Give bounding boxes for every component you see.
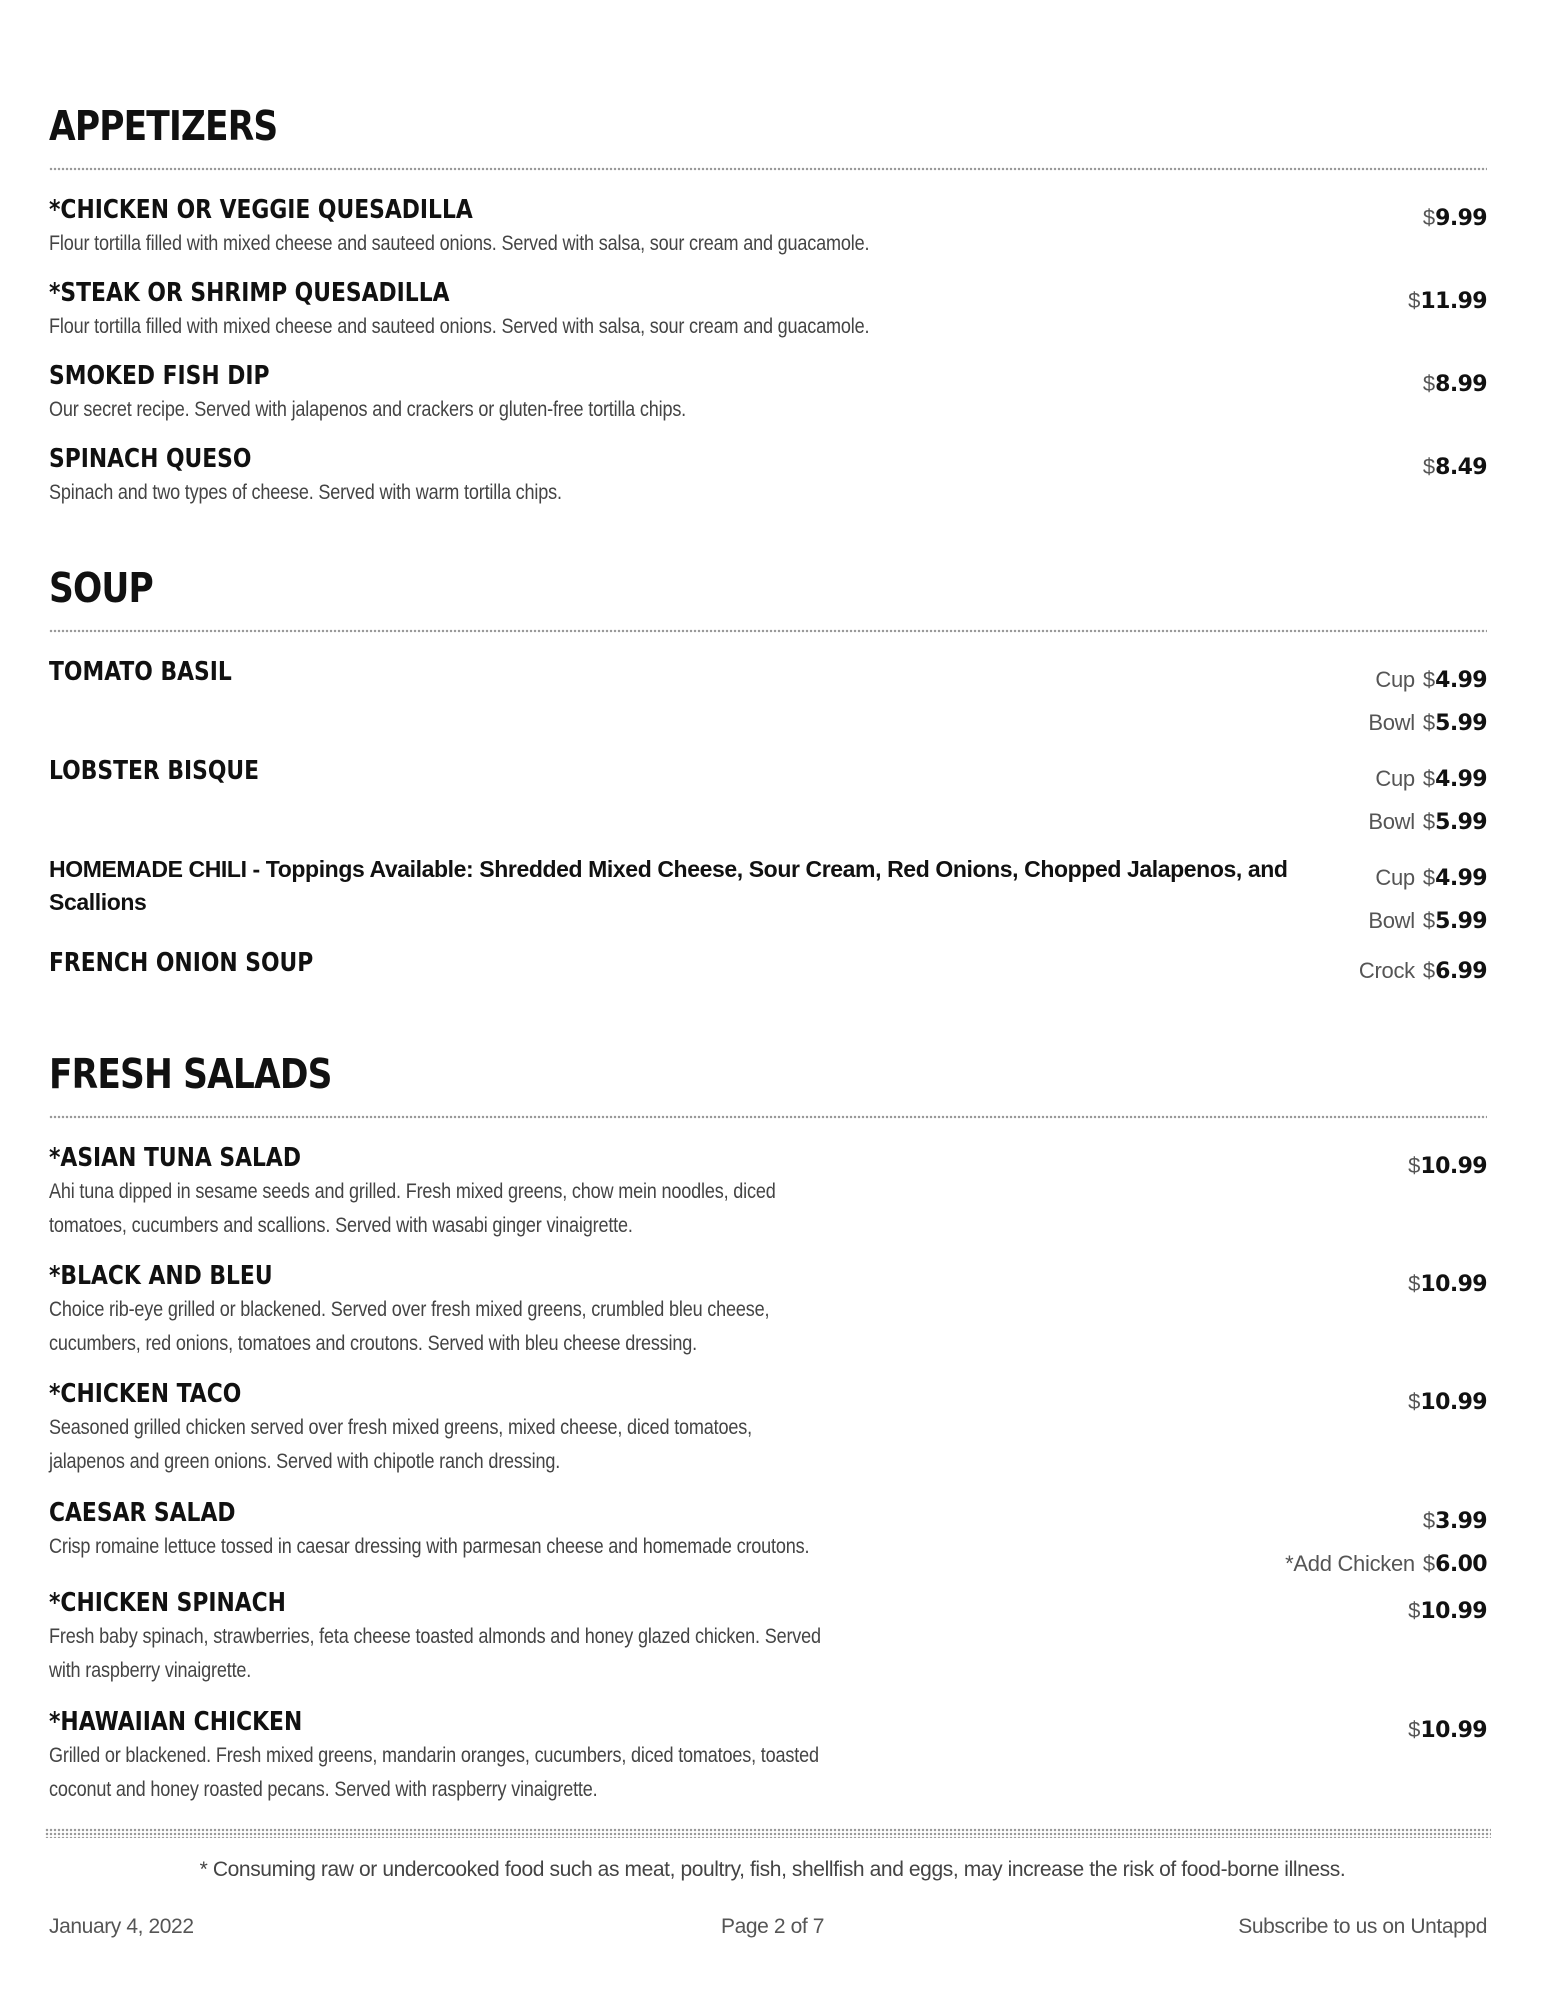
menu-item-prices — [1408, 1705, 1487, 1752]
menu-item — [49, 655, 1487, 745]
menu-item-info — [49, 442, 1423, 510]
menu-item-info — [49, 1259, 1408, 1361]
currency-symbol: $ — [1408, 1717, 1421, 1742]
price-row — [1408, 1145, 1487, 1188]
menu-item-name: *HAWAIIAN CHICKEN — [49, 1707, 303, 1737]
menu-item-description: Ahi tuna dipped in sesame seeds and grilled. Fresh mixed greens, chow mein noodles, diced — [49, 1180, 776, 1203]
currency-symbol: $ — [1408, 1153, 1421, 1178]
price-row — [1423, 197, 1487, 240]
menu-item-info — [49, 1496, 1285, 1564]
menu-item — [49, 193, 1487, 261]
price-amount: 6.99 — [1435, 959, 1487, 984]
menu-item-name: TOMATO BASIL — [49, 657, 232, 687]
price-amount: 4.99 — [1435, 767, 1487, 792]
menu-item-description: Flour tortilla filled with mixed cheese and sauteed onions. Served with salsa, sour cream and guacamole. — [49, 315, 870, 338]
section-divider — [49, 629, 1487, 633]
menu-item-description: Fresh baby spinach, strawberries, feta cheese toasted almonds and honey glazed chicken. Served — [49, 1625, 821, 1648]
menu-item-prices — [1423, 193, 1487, 240]
menu-item-prices — [1368, 853, 1487, 943]
price-size-label: Cup — [1375, 865, 1415, 890]
price-amount: 4.99 — [1435, 866, 1487, 891]
price-amount: 5.99 — [1435, 810, 1487, 835]
footer-divider — [45, 1828, 1491, 1838]
menu-item-name: *CHICKEN SPINACH — [49, 1588, 286, 1618]
price-amount: 10.99 — [1420, 1599, 1487, 1624]
menu-item-info — [49, 655, 1368, 689]
price-row — [1368, 801, 1487, 844]
currency-symbol: $ — [1408, 1271, 1421, 1296]
menu-item — [49, 1496, 1487, 1586]
price-size-label: *Add Chicken — [1285, 1551, 1415, 1576]
price-size-label: Cup — [1375, 667, 1415, 692]
price-row — [1423, 446, 1487, 489]
price-amount: 10.99 — [1420, 1390, 1487, 1415]
menu-item-prices — [1408, 276, 1487, 323]
price-row — [1368, 900, 1487, 943]
menu-item-description: coconut and honey roasted pecans. Served with raspberry vinaigrette. — [49, 1778, 598, 1801]
menu-item-prices — [1408, 1259, 1487, 1306]
price-amount: 10.99 — [1420, 1272, 1487, 1297]
menu-item-info — [49, 193, 1423, 261]
currency-symbol: $ — [1422, 371, 1436, 396]
menu-item — [49, 276, 1487, 344]
price-row — [1423, 363, 1487, 406]
menu-item-description: Choice rib-eye grilled or blackened. Served over fresh mixed greens, crumbled bleu cheese, — [49, 1298, 770, 1321]
section-title: APPETIZERS — [49, 102, 278, 150]
price-size-label: Bowl — [1368, 710, 1415, 735]
currency-symbol: $ — [1422, 205, 1436, 230]
menu-item — [49, 1377, 1487, 1479]
price-row — [1368, 659, 1487, 702]
menu-item-description: Seasoned grilled chicken served over fresh mixed greens, mixed cheese, diced tomatoes, — [49, 1416, 752, 1439]
menu-item-name: *CHICKEN OR VEGGIE QUESADILLA — [49, 195, 473, 225]
menu-item-prices — [1368, 655, 1487, 745]
menu-item — [49, 1586, 1487, 1688]
price-row — [1368, 758, 1487, 801]
price-row — [1285, 1543, 1487, 1586]
menu-item-info — [49, 853, 1368, 919]
menu-item-prices — [1408, 1141, 1487, 1188]
menu-item-name: *CHICKEN TACO — [49, 1379, 242, 1409]
currency-symbol: $ — [1422, 1508, 1436, 1533]
menu-item-prices — [1423, 359, 1487, 406]
menu-item-prices — [1408, 1586, 1487, 1633]
food-safety-disclaimer: * Consuming raw or undercooked food such as meat, poultry, fish, shellfish and eggs, may increase the risk of food-borne illness. — [199, 1858, 1346, 1881]
menu-item — [49, 1705, 1487, 1807]
menu-section — [49, 102, 1487, 504]
menu-item-info — [49, 1377, 1408, 1479]
menu-item-description: Our secret recipe. Served with jalapenos and crackers or gluten-free tortilla chips. — [49, 398, 687, 421]
menu-item-description: tomatoes, cucumbers and scallions. Served with wasabi ginger vinaigrette. — [49, 1214, 633, 1237]
untappd-subscribe-link[interactable]: Subscribe to us on Untappd — [1238, 1915, 1487, 1938]
menu-item-info — [49, 1705, 1408, 1807]
price-size-label: Bowl — [1368, 908, 1415, 933]
menu-item-name: SPINACH QUESO — [49, 444, 252, 474]
page-number: Page 2 of 7 — [720, 1915, 825, 1938]
menu-item-description: jalapenos and green onions. Served with chipotle ranch dressing. — [49, 1450, 561, 1473]
currency-symbol: $ — [1408, 1389, 1421, 1414]
price-amount: 6.00 — [1435, 1552, 1487, 1577]
menu-item-description: Spinach and two types of cheese. Served with warm tortilla chips. — [49, 481, 562, 504]
price-amount: 9.99 — [1435, 206, 1487, 231]
menu-item-name: FRENCH ONION SOUP — [49, 948, 314, 978]
price-row — [1408, 1590, 1487, 1633]
menu-item-info — [49, 754, 1368, 788]
menu-item — [49, 1141, 1487, 1243]
price-amount: 10.99 — [1420, 1154, 1487, 1179]
section-title: FRESH SALADS — [49, 1050, 332, 1098]
menu-section — [49, 564, 1487, 984]
price-size-label: Cup — [1375, 766, 1415, 791]
menu-item-info — [49, 276, 1408, 344]
menu-item-description: cucumbers, red onions, tomatoes and croutons. Served with bleu cheese dressing. — [49, 1332, 697, 1355]
price-row — [1359, 950, 1487, 993]
price-row — [1368, 857, 1487, 900]
price-row — [1408, 1709, 1487, 1752]
menu-item — [49, 853, 1487, 943]
currency-symbol: $ — [1408, 288, 1421, 313]
currency-symbol: $ — [1422, 454, 1436, 479]
menu-item-description: Grilled or blackened. Fresh mixed greens, mandarin oranges, cucumbers, diced tomatoes, toasted — [49, 1744, 819, 1767]
menu-item-name: *STEAK OR SHRIMP QUESADILLA — [49, 278, 450, 308]
price-amount: 5.99 — [1435, 909, 1487, 934]
currency-symbol: $ — [1422, 710, 1436, 735]
menu-item-name: LOBSTER BISQUE — [49, 756, 260, 786]
price-row — [1408, 1263, 1487, 1306]
price-amount: 8.49 — [1435, 455, 1487, 480]
price-amount: 3.99 — [1435, 1509, 1487, 1534]
menu-item-name: HOMEMADE CHILI - Toppings Available: Shredded Mixed Cheese, Sour Cream, Red Onions, Chopped Jalapenos, and Scallions — [49, 856, 1288, 915]
menu-date: January 4, 2022 — [49, 1915, 194, 1938]
menu-item-name: CAESAR SALAD — [49, 1498, 236, 1528]
price-amount: 10.99 — [1420, 1718, 1487, 1743]
price-size-label: Crock — [1358, 958, 1415, 983]
currency-symbol: $ — [1422, 766, 1436, 791]
menu-item — [49, 1259, 1487, 1361]
currency-symbol: $ — [1422, 958, 1436, 983]
section-title: SOUP — [49, 564, 153, 612]
currency-symbol: $ — [1422, 667, 1436, 692]
price-row — [1368, 702, 1487, 745]
menu-item — [49, 442, 1487, 510]
price-size-label: Bowl — [1368, 809, 1415, 834]
section-divider — [49, 167, 1487, 171]
menu-item-description: Flour tortilla filled with mixed cheese and sauteed onions. Served with salsa, sour cream and guacamole. — [49, 232, 870, 255]
menu-item-description: with raspberry vinaigrette. — [49, 1659, 252, 1682]
menu-item-prices — [1423, 442, 1487, 489]
menu-item-prices — [1359, 946, 1487, 993]
menu-item — [49, 946, 1487, 993]
menu-item-info — [49, 946, 1359, 980]
menu-item-prices — [1285, 1496, 1487, 1586]
menu-item-info — [49, 1141, 1408, 1243]
menu-item-name: *ASIAN TUNA SALAD — [49, 1143, 301, 1173]
menu-section — [49, 1050, 1487, 1801]
menu-item — [49, 359, 1487, 427]
menu-item-prices — [1368, 754, 1487, 844]
currency-symbol: $ — [1422, 865, 1436, 890]
price-row — [1408, 1381, 1487, 1424]
menu-item-name: SMOKED FISH DIP — [49, 361, 270, 391]
menu-item-prices — [1408, 1377, 1487, 1424]
price-amount: 11.99 — [1420, 289, 1487, 314]
price-amount: 5.99 — [1435, 711, 1487, 736]
price-amount: 4.99 — [1435, 668, 1487, 693]
menu-item — [49, 754, 1487, 844]
menu-item-info — [49, 1586, 1408, 1688]
price-row — [1285, 1500, 1487, 1543]
price-row — [1408, 280, 1487, 323]
currency-symbol: $ — [1422, 1551, 1436, 1576]
menu-item-info — [49, 359, 1423, 427]
currency-symbol: $ — [1422, 809, 1436, 834]
section-divider — [49, 1115, 1487, 1119]
currency-symbol: $ — [1408, 1598, 1421, 1623]
menu-item-description: Crisp romaine lettuce tossed in caesar dressing with parmesan cheese and homemade croutons. — [49, 1535, 810, 1558]
currency-symbol: $ — [1422, 908, 1436, 933]
price-amount: 8.99 — [1435, 372, 1487, 397]
menu-item-name: *BLACK AND BLEU — [49, 1261, 273, 1291]
